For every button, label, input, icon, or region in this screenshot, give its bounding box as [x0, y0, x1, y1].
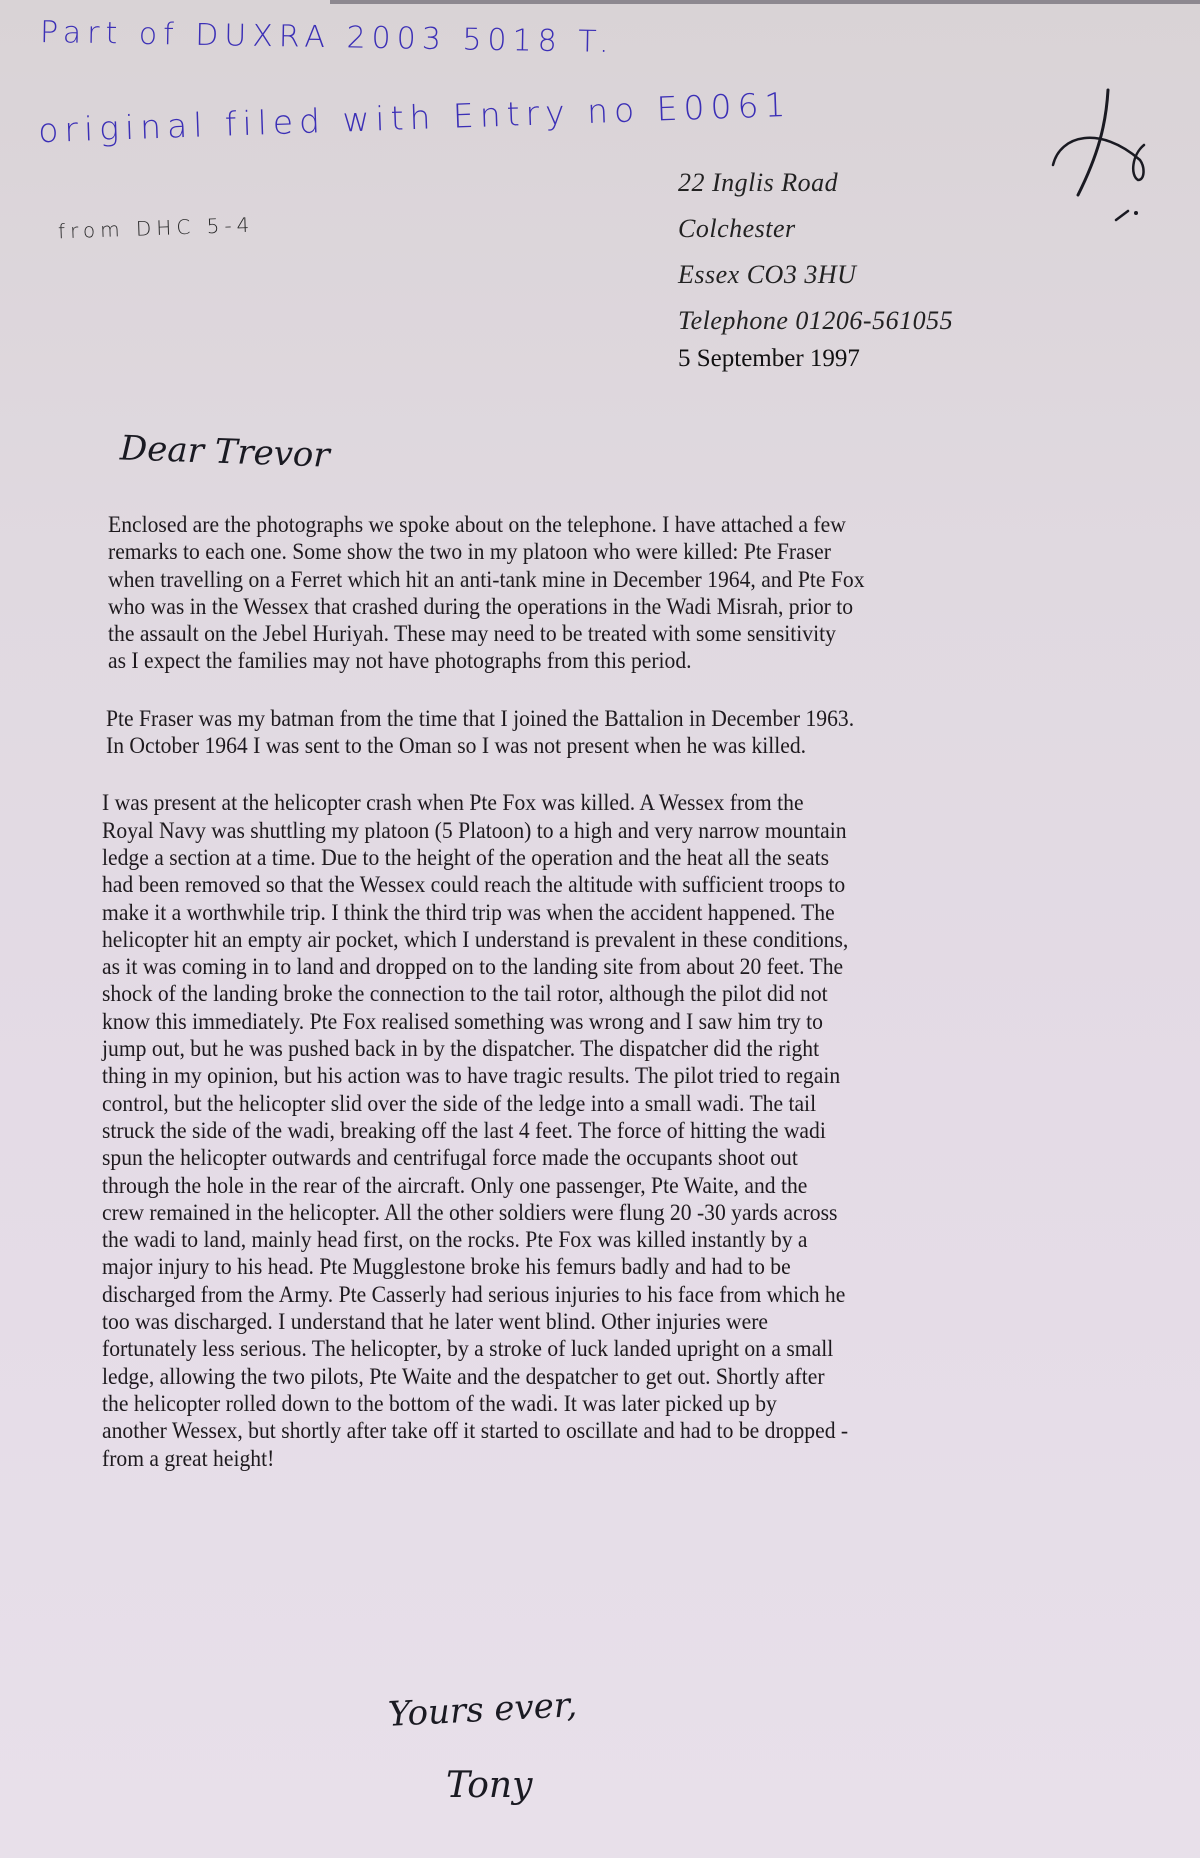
paragraph-1	[108, 512, 991, 676]
address-street: 22 Inglis Road	[678, 168, 839, 197]
paper-edge	[330, 0, 1200, 4]
body-line: struck the side of the wadi, breaking off the last 4 feet. The force of hitting the wadi	[102, 1117, 826, 1144]
body-line: through the hole in the rear of the aircraft. Only one passenger, Pte Waite, and the	[102, 1172, 808, 1199]
body-line: In October 1964 I was sent to the Oman so I was not present when he was killed.	[106, 733, 807, 760]
body-line: thing in my opinion, but his action was to have tragic results. The pilot tried to regain	[102, 1063, 841, 1090]
body-line: ledge a section at a time. Due to the height of the operation and the heat all the seats	[102, 844, 830, 871]
body-line: had been removed so that the Wessex could reach the altitude with sufficient troops to	[102, 872, 846, 899]
body-line: as I expect the families may not have photographs from this period.	[108, 648, 692, 675]
letter-date: 5 September 1997	[678, 345, 860, 372]
body-line: from a great height!	[102, 1445, 275, 1472]
body-line: control, but the helicopter slid over the side of the ledge into a small wadi. The tail	[102, 1090, 817, 1117]
body-line: too was discharged. I understand that he later went blind. Other injuries were	[102, 1309, 769, 1336]
body-line: the helicopter rolled down to the bottom of the wadi. It was later picked up by	[102, 1390, 777, 1417]
body-line: as it was coming in to land and dropped on to the landing site from about 20 feet. The	[102, 954, 844, 981]
body-line: Royal Navy was shuttling my platoon (5 Platoon) to a high and very narrow mountain	[102, 817, 847, 844]
paragraph-3	[102, 790, 991, 1472]
body-line: major injury to his head. Pte Mugglestone broke his femurs badly and had to be	[102, 1254, 791, 1281]
signature: Tony	[446, 1765, 533, 1806]
paragraph-2	[106, 706, 991, 761]
sender-address	[678, 160, 953, 374]
initials-mark-icon	[1050, 85, 1150, 245]
body-line: I was present at the helicopter crash when Pte Fox was killed. A Wessex from the	[102, 790, 804, 817]
body-line: fortunately less serious. The helicopter, by a stroke of luck landed upright on a small	[102, 1336, 834, 1363]
body-line: when travelling on a Ferret which hit an anti-tank mine in December 1964, and Pte Fox	[108, 566, 865, 593]
address-telephone: Telephone 01206-561055	[678, 306, 954, 335]
body-line: who was in the Wessex that crashed during the operations in the Wadi Misrah, prior to	[108, 593, 854, 620]
body-line: another Wessex, but shortly after take off it started to oscillate and had to be dropped -	[102, 1418, 849, 1445]
body-line: spun the helicopter outwards and centrifugal force made the occupants shoot out	[102, 1145, 798, 1172]
address-town: Colchester	[678, 214, 796, 243]
archive-annotation-line1: Part of DUXRA 2003 5018 T.	[39, 14, 615, 61]
body-line: ledge, allowing the two pilots, Pte Waite and the despatcher to get out. Shortly after	[102, 1363, 825, 1390]
body-line: make it a worthwhile trip. I think the third trip was when the accident happened. The	[102, 899, 835, 926]
body-line: the assault on the Jebel Huriyah. These may need to be treated with some sensitivity	[108, 621, 836, 648]
body-line: Pte Fraser was my batman from the time that I joined the Battalion in December 1963.	[106, 705, 855, 732]
body-line: the wadi to land, mainly head first, on the rocks. Pte Fox was killed instantly by a	[102, 1227, 808, 1254]
body-line: remarks to each one. Some show the two in my platoon who were killed: Pte Fraser	[108, 539, 831, 566]
body-line: crew remained in the helicopter. All the other soldiers were flung 20 -30 yards across	[102, 1199, 838, 1226]
letter-body	[102, 512, 1068, 1503]
body-line: Enclosed are the photographs we spoke about on the telephone. I have attached a few	[108, 512, 846, 538]
body-line: jump out, but he was pushed back in by the dispatcher. The dispatcher did the right	[102, 1036, 820, 1063]
body-line: know this immediately. Pte Fox realised something was wrong and I saw him try to	[102, 1008, 823, 1035]
body-line: discharged from the Army. Pte Casserly had serious injuries to his face from which he	[102, 1281, 846, 1308]
body-line: helicopter hit an empty air pocket, which I understand is prevalent in these conditions,	[102, 926, 849, 953]
salutation: Dear Trevor	[119, 428, 331, 476]
body-line: shock of the landing broke the connection to the tail rotor, although the pilot did not	[102, 981, 828, 1008]
paper-smudge	[0, 1730, 60, 1760]
source-note: from DHC 5-4	[57, 212, 255, 244]
address-county-postcode: Essex CO3 3HU	[678, 260, 857, 289]
archive-annotation-line2: original filed with Entry no E0061	[37, 84, 793, 151]
closing: Yours ever,	[387, 1685, 579, 1735]
